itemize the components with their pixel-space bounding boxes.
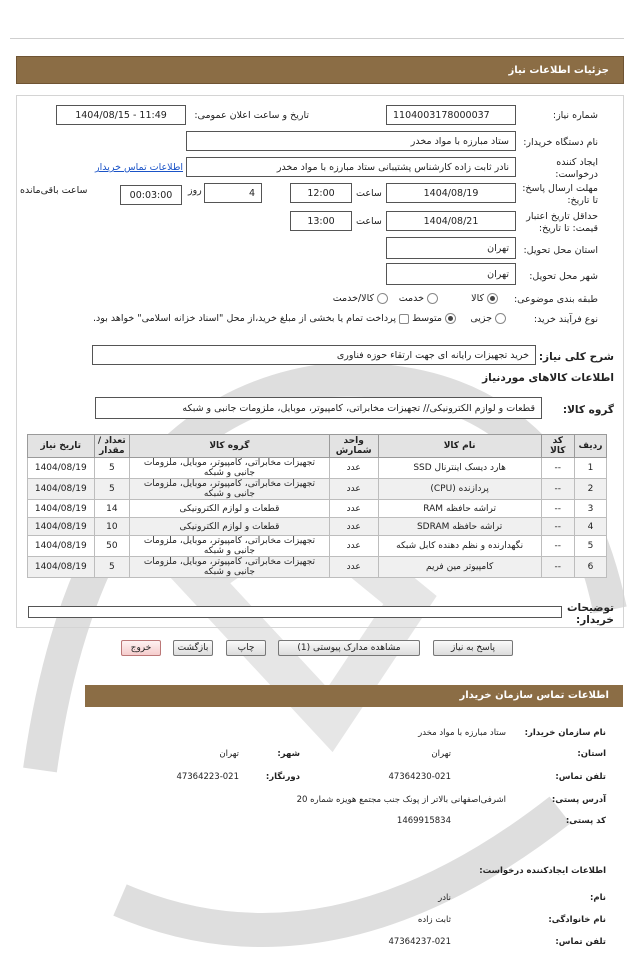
reply-button[interactable]: پاسخ به نیاز bbox=[433, 640, 513, 656]
buyer-contact-link[interactable]: اطلاعات تماس خریدار bbox=[95, 162, 184, 173]
table-header-row bbox=[28, 435, 607, 458]
category-label: طبقه بندی موضوعی: bbox=[513, 294, 598, 305]
col-header-group: گروه کالا bbox=[130, 435, 330, 458]
creator-phone-value: 47364237-021 bbox=[388, 937, 451, 947]
announce-datetime-field: 1404/08/15 - 11:49 bbox=[56, 105, 186, 125]
buyer-notes-label: توضیحات خریدار: bbox=[566, 602, 614, 626]
creator-section-title: اطلاعات ایجادکننده درخواست: bbox=[479, 866, 606, 876]
treasury-checkbox[interactable]: پرداخت تمام یا بخشی از مبلغ خرید،از محل "اسناد خزانه اسلامی" خواهد بود. bbox=[93, 313, 409, 324]
deadline-date-field: 1404/08/19 bbox=[386, 183, 516, 203]
checkbox-icon bbox=[399, 314, 409, 324]
col-header-date: تاریخ نیاز bbox=[28, 435, 95, 458]
back-button[interactable]: بازگشت bbox=[173, 640, 213, 656]
contact-phone-label: تلفن تماس: bbox=[555, 772, 606, 782]
deadline-days-label: روز bbox=[188, 185, 202, 196]
col-header-name: نام کالا bbox=[378, 435, 541, 458]
process-label: نوع فرآیند خرید: bbox=[533, 314, 598, 325]
remaining-time-field: 00:03:00 bbox=[120, 185, 182, 205]
deadline-label: مهلت ارسال پاسخ: تا تاریخ: bbox=[522, 183, 598, 206]
category-option-both[interactable]: کالا/خدمت bbox=[333, 293, 388, 304]
contact-fax-label: دورنگار: bbox=[265, 772, 300, 782]
contact-province-value: تهران bbox=[431, 749, 451, 759]
requester-label: ایجاد کننده درخواست: bbox=[555, 157, 598, 180]
contact-city-label: شهر: bbox=[277, 749, 300, 759]
col-header-row-num: ردیف bbox=[574, 435, 606, 458]
contact-address-label: آدرس پستی: bbox=[551, 795, 606, 805]
province-label: استان محل تحویل: bbox=[523, 245, 598, 256]
contact-postal-value: 1469915834 bbox=[396, 816, 451, 826]
contact-phone-value: 47364230-021 bbox=[388, 772, 451, 782]
view-attachments-button[interactable]: مشاهده مدارک پیوستی (1) bbox=[278, 640, 420, 656]
city-label: شهر محل تحویل: bbox=[529, 271, 598, 282]
page-title: جزئیات اطلاعات نیاز bbox=[16, 56, 624, 84]
contact-city-value: تهران bbox=[219, 749, 239, 759]
table-row: 6 -- کامپیوتر مین فریم عدد تجهیزات مخابراتی، کامپیوتر، موبایل، ملزومات جانبی و شبکه 5 1404/08/19 bbox=[28, 557, 607, 578]
process-option-medium[interactable]: متوسط bbox=[412, 313, 456, 324]
items-table bbox=[27, 434, 607, 578]
radio-empty-icon bbox=[377, 293, 388, 304]
deadline-time-field: 12:00 bbox=[290, 183, 352, 203]
deadline-time-label: ساعت bbox=[356, 188, 382, 199]
exit-button[interactable]: خروج bbox=[121, 640, 161, 656]
table-row: 3 -- تراشه حافظه RAM عدد قطعات و لوازم الکترونیکی 14 1404/08/19 bbox=[28, 500, 607, 518]
goods-group-field: قطعات و لوازم الکترونیکی// تجهیزات مخابراتی، کامپیوتر، موبایل، ملزومات جانبی و شبکه bbox=[95, 397, 542, 419]
requester-field: نادر ثابت زاده کارشناس پشتیبانی ستاد مبارزه با مواد مخدر bbox=[186, 157, 516, 177]
contact-address-value: اشرفی‌اصفهانی بالاتر از پونک جنب مجتمع هویزه شماره 20 bbox=[296, 795, 506, 805]
min-validity-date-field: 1404/08/21 bbox=[386, 211, 516, 231]
creator-name-label: نام: bbox=[589, 893, 606, 903]
city-field: تهران bbox=[386, 263, 516, 285]
goods-section-title: اطلاعات کالاهای موردنیاز bbox=[482, 372, 614, 384]
contact-postal-label: کد پستی: bbox=[565, 816, 606, 826]
table-row: 4 -- تراشه حافظه SDRAM عدد قطعات و لوازم الکترونیکی 10 1404/08/19 bbox=[28, 518, 607, 536]
radio-selected-icon bbox=[445, 313, 456, 324]
creator-phone-label: تلفن تماس: bbox=[555, 937, 606, 947]
deadline-days-field: 4 bbox=[204, 183, 262, 203]
radio-empty-icon bbox=[427, 293, 438, 304]
top-divider bbox=[10, 38, 624, 39]
contact-province-label: استان: bbox=[577, 749, 606, 759]
table-row: 2 -- پردازنده (CPU) عدد تجهیزات مخابراتی، کامپیوتر، موبایل، ملزومات جانبی و شبکه 5 1404/08/19 bbox=[28, 479, 607, 500]
col-header-code: کد کالا bbox=[541, 435, 574, 458]
category-option-goods[interactable]: کالا bbox=[471, 293, 498, 304]
summary-label: شرح کلی نیاز: bbox=[538, 351, 614, 363]
radio-empty-icon bbox=[495, 313, 506, 324]
creator-family-value: ثابت زاده bbox=[417, 915, 451, 925]
category-option-service[interactable]: خدمت bbox=[399, 293, 438, 304]
table-row: 5 -- نگهدارنده و نظم دهنده کابل شبکه عدد تجهیزات مخابراتی، کامپیوتر، موبایل، ملزومات جانبی و شبکه 50 1404/08/19 bbox=[28, 536, 607, 557]
min-validity-time-label: ساعت bbox=[356, 216, 382, 227]
contact-section-title: اطلاعات تماس سازمان خریدار bbox=[85, 685, 623, 707]
print-button[interactable]: چاپ bbox=[226, 640, 266, 656]
creator-name-value: نادر bbox=[438, 893, 451, 903]
announce-datetime-label: تاریخ و ساعت اعلان عمومی: bbox=[194, 110, 309, 121]
need-number-field: 1104003178000037 bbox=[386, 105, 516, 125]
goods-group-label: گروه کالا: bbox=[562, 404, 614, 416]
creator-family-label: نام خانوادگی: bbox=[548, 915, 606, 925]
summary-field: خرید تجهیزات رایانه ای جهت ارتقاء حوزه فناوری bbox=[92, 345, 536, 365]
process-option-minor[interactable]: جزیی bbox=[470, 313, 506, 324]
contact-org-value: ستاد مبارزه با مواد مخدر bbox=[418, 728, 506, 738]
contact-org-label: نام سازمان خریدار: bbox=[524, 728, 606, 738]
contact-fax-value: 47364223-021 bbox=[176, 772, 239, 782]
province-field: تهران bbox=[386, 237, 516, 259]
radio-selected-icon bbox=[487, 293, 498, 304]
need-number-label: شماره نیاز: bbox=[552, 110, 598, 121]
buyer-notes-field bbox=[28, 606, 562, 618]
remaining-time-label: ساعت باقی‌مانده bbox=[20, 185, 88, 196]
buyer-org-field: ستاد مبارزه با مواد مخدر bbox=[186, 131, 516, 151]
table-row: 1 -- هارد دیسک اینترنال SSD عدد تجهیزات مخابراتی، کامپیوتر، موبایل، ملزومات جانبی و شبکه 5 1404/08/19 bbox=[28, 458, 607, 479]
col-header-unit: واحد شمارش bbox=[329, 435, 378, 458]
items-table-wrapper bbox=[27, 434, 607, 578]
min-validity-time-field: 13:00 bbox=[290, 211, 352, 231]
min-validity-label: حداقل تاریخ اعتبار قیمت: تا تاریخ: bbox=[526, 211, 598, 234]
col-header-qty: تعداد / مقدار bbox=[94, 435, 130, 458]
buyer-org-label: نام دستگاه خریدار: bbox=[523, 137, 598, 148]
